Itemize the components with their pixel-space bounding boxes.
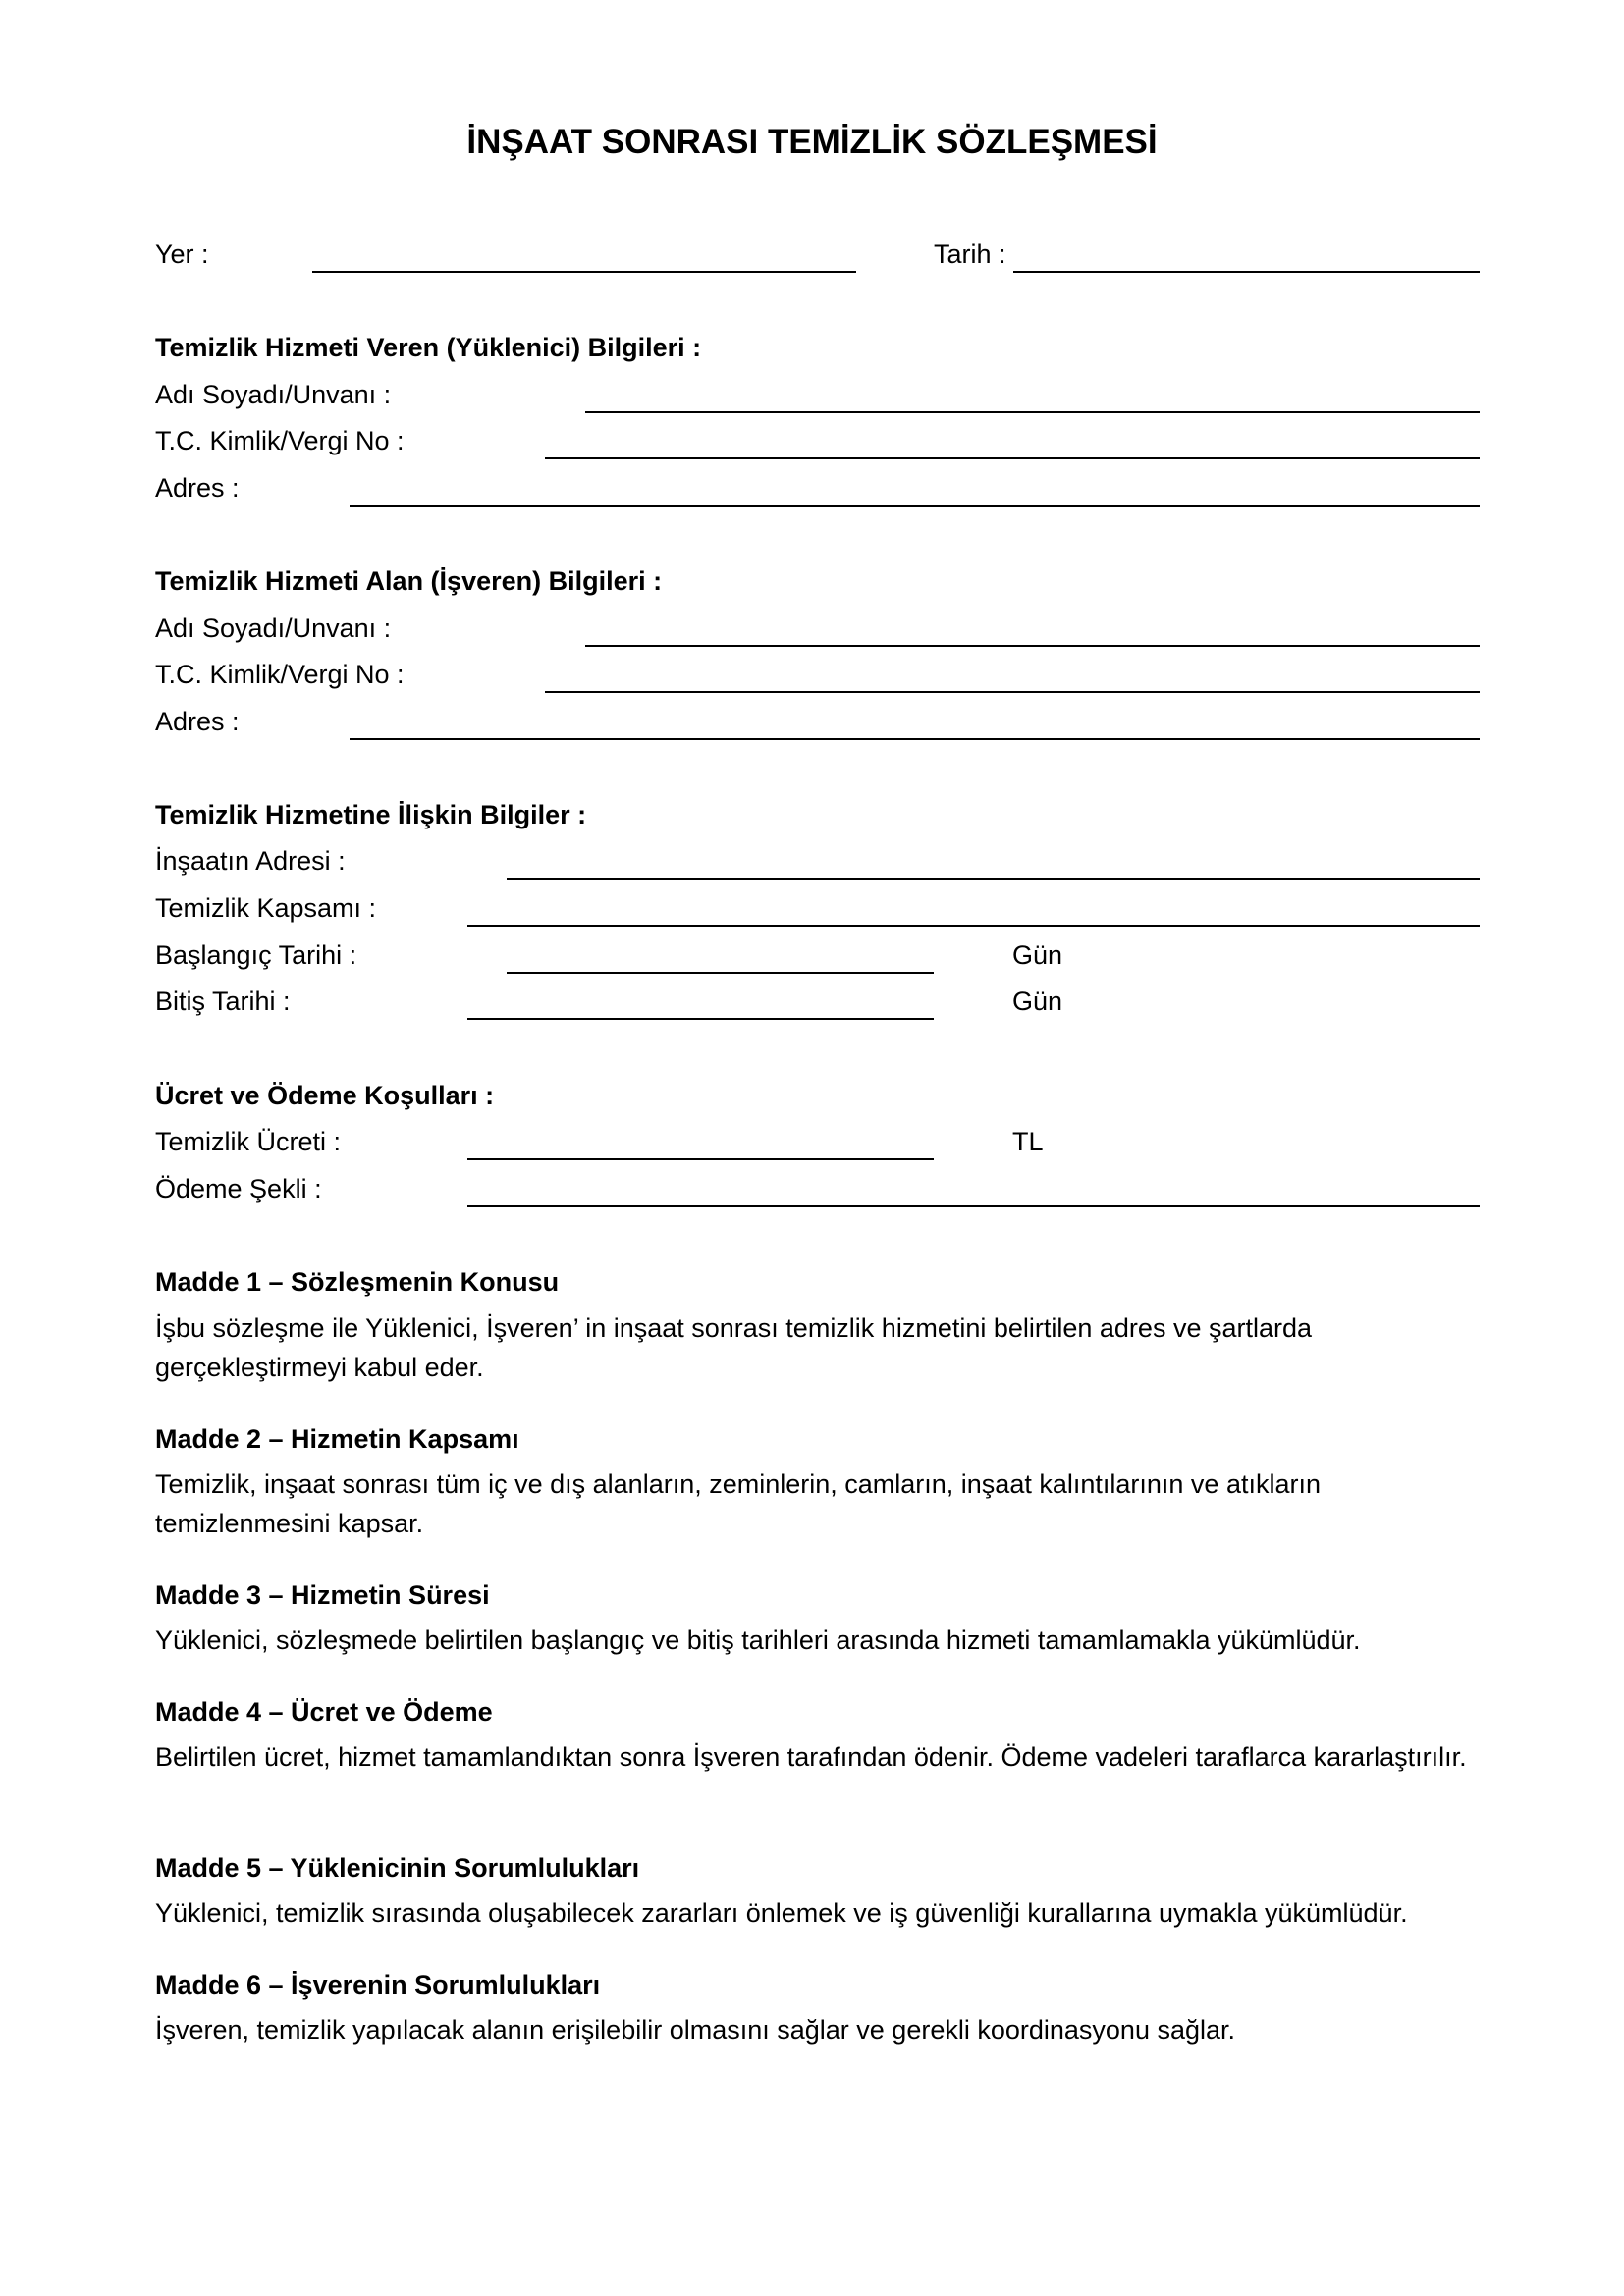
start-date-label: Başlangıç Tarihi :	[155, 940, 357, 970]
article-title: Madde 3 – Hizmetin Süresi	[155, 1580, 490, 1610]
employer-heading: Temizlik Hizmeti Alan (İşveren) Bilgileri :	[155, 566, 663, 596]
currency-unit: TL	[1012, 1127, 1044, 1156]
place-label: Yer :	[155, 240, 209, 269]
article-title: Madde 4 – Ücret ve Ödeme	[155, 1697, 493, 1727]
employer-address-field[interactable]	[350, 738, 1480, 740]
article-text: Yüklenici, sözleşmede belirtilen başlangıç ve bitiş tarihleri arasında hizmeti tamamlamakla yükümlüdür.	[155, 1626, 1361, 1655]
article-text: Belirtilen ücret, hizmet tamamlandıktan sonra İşveren tarafından ödenir. Ödeme vadeleri taraflarca kararlaştırılır.	[155, 1742, 1467, 1772]
article-title: Madde 6 – İşverenin Sorumlulukları	[155, 1970, 601, 2000]
contractor-name-label: Adı Soyadı/Unvanı :	[155, 380, 392, 409]
employer-name-label: Adı Soyadı/Unvanı :	[155, 614, 392, 643]
payment-method-label: Ödeme Şekli :	[155, 1174, 322, 1203]
fee-field[interactable]	[467, 1158, 934, 1160]
service-heading: Temizlik Hizmetine İlişkin Bilgiler :	[155, 800, 587, 829]
contractor-name-field[interactable]	[585, 411, 1480, 413]
payment-method-field[interactable]	[467, 1205, 1480, 1207]
article-title: Madde 2 – Hizmetin Kapsamı	[155, 1424, 519, 1454]
employer-id-label: T.C. Kimlik/Vergi No :	[155, 660, 405, 689]
contractor-address-label: Adres :	[155, 473, 240, 503]
article-title: Madde 5 – Yüklenicinin Sorumlulukları	[155, 1853, 640, 1883]
contractor-id-label: T.C. Kimlik/Vergi No :	[155, 426, 405, 455]
contractor-id-field[interactable]	[545, 457, 1480, 459]
article-text: Yüklenici, temizlik sırasında oluşabilecek zararları önlemek ve iş güvenliği kurallarına uymakla yükümlüdür.	[155, 1898, 1408, 1928]
employer-name-field[interactable]	[585, 645, 1480, 647]
article-text: İşbu sözleşme ile Yüklenici, İşveren’ in inşaat sonrası temizlik hizmetini belirtilen adres ve şartlarda gerçekleştirmeyi kabul eder.	[155, 1313, 1313, 1382]
start-date-field[interactable]	[507, 972, 934, 974]
end-date-field[interactable]	[467, 1018, 934, 1020]
employer-address-label: Adres :	[155, 707, 240, 736]
site-address-label: İnşaatın Adresi :	[155, 846, 346, 876]
fee-label: Temizlik Ücreti :	[155, 1127, 342, 1156]
scope-field[interactable]	[467, 925, 1480, 927]
end-date-label: Bitiş Tarihi :	[155, 987, 291, 1016]
end-day-unit: Gün	[1012, 987, 1063, 1016]
article-title: Madde 1 – Sözleşmenin Konusu	[155, 1267, 560, 1297]
document-title: İNŞAAT SONRASI TEMİZLİK SÖZLEŞMESİ	[466, 123, 1158, 161]
article-text: İşveren, temizlik yapılacak alanın erişilebilir olmasını sağlar ve gerekli koordinasyonu sağlar.	[155, 2015, 1236, 2045]
date-field[interactable]	[1013, 271, 1480, 273]
contractor-heading: Temizlik Hizmeti Veren (Yüklenici) Bilgileri :	[155, 333, 702, 362]
site-address-field[interactable]	[507, 878, 1480, 880]
scope-label: Temizlik Kapsamı :	[155, 893, 377, 923]
contractor-address-field[interactable]	[350, 505, 1480, 507]
payment-heading: Ücret ve Ödeme Koşulları :	[155, 1081, 495, 1110]
article-text: Temizlik, inşaat sonrası tüm iç ve dış alanların, zeminlerin, camların, inşaat kalıntılarının ve atıkların temizlenmesini kapsar.	[155, 1469, 1321, 1538]
place-field[interactable]	[312, 271, 856, 273]
date-label: Tarih :	[934, 240, 1006, 269]
start-day-unit: Gün	[1012, 940, 1063, 970]
employer-id-field[interactable]	[545, 691, 1480, 693]
